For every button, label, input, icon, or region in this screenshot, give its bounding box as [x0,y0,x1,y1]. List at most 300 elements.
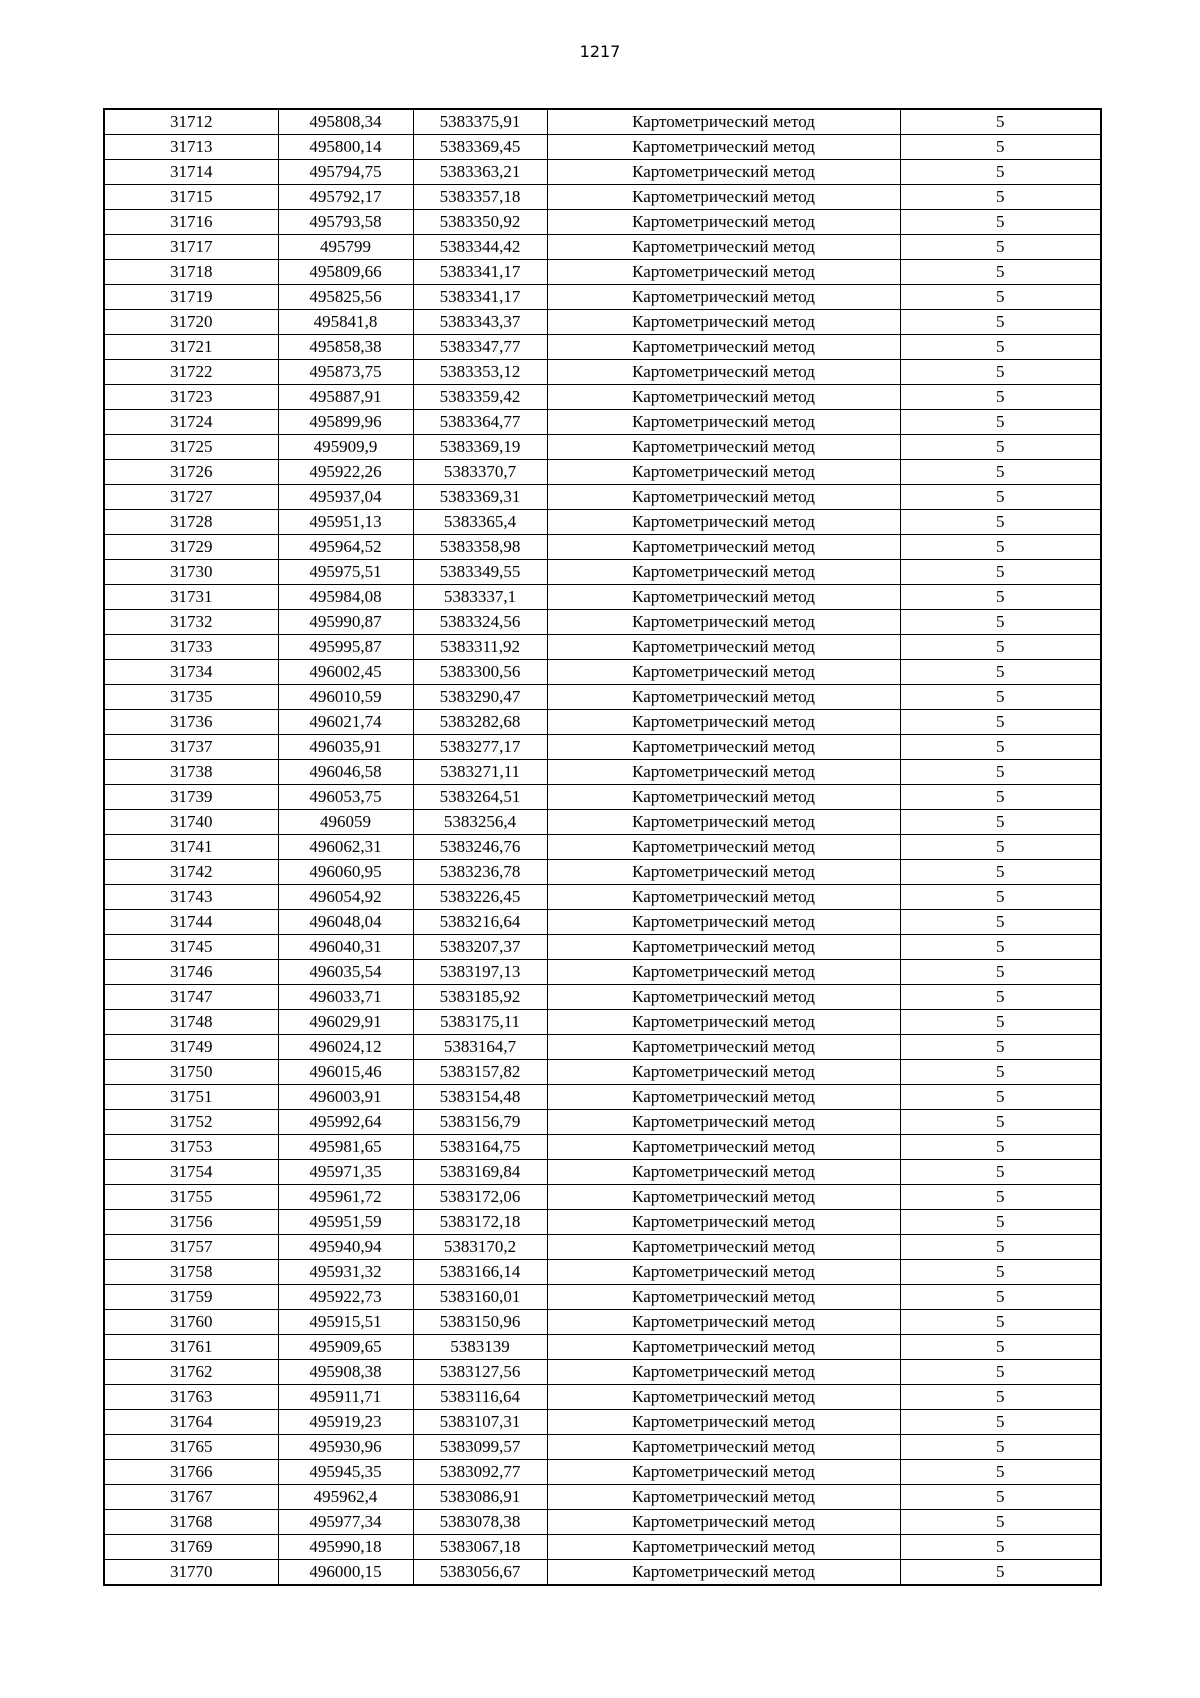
point-number-cell: 31727 [104,485,278,510]
x-coordinate-cell: 495909,65 [278,1335,413,1360]
accuracy-cell: 5 [900,1360,1101,1385]
table-row [104,510,1101,535]
accuracy-cell: 5 [900,635,1101,660]
method-cell: Картометрический метод [547,960,900,985]
method-cell: Картометрический метод [547,1385,900,1410]
coordinates-table [103,108,1102,1586]
table-row [104,1085,1101,1110]
method-cell: Картометрический метод [547,485,900,510]
method-cell: Картометрический метод [547,1160,900,1185]
accuracy-cell: 5 [900,1235,1101,1260]
table-row [104,1010,1101,1035]
point-number-cell: 31743 [104,885,278,910]
x-coordinate-cell: 495981,65 [278,1135,413,1160]
y-coordinate-cell: 5383099,57 [413,1435,547,1460]
accuracy-cell: 5 [900,910,1101,935]
table-row [104,1185,1101,1210]
point-number-cell: 31767 [104,1485,278,1510]
y-coordinate-cell: 5383256,4 [413,810,547,835]
y-coordinate-cell: 5383277,17 [413,735,547,760]
point-number-cell: 31728 [104,510,278,535]
x-coordinate-cell: 495799 [278,235,413,260]
accuracy-cell: 5 [900,785,1101,810]
method-cell: Картометрический метод [547,1035,900,1060]
x-coordinate-cell: 496003,91 [278,1085,413,1110]
method-cell: Картометрический метод [547,885,900,910]
x-coordinate-cell: 496040,31 [278,935,413,960]
accuracy-cell: 5 [900,360,1101,385]
x-coordinate-cell: 496002,45 [278,660,413,685]
accuracy-cell: 5 [900,1135,1101,1160]
accuracy-cell: 5 [900,1335,1101,1360]
method-cell: Картометрический метод [547,410,900,435]
point-number-cell: 31739 [104,785,278,810]
point-number-cell: 31736 [104,710,278,735]
table-row [104,385,1101,410]
y-coordinate-cell: 5383370,7 [413,460,547,485]
x-coordinate-cell: 496060,95 [278,860,413,885]
x-coordinate-cell: 496021,74 [278,710,413,735]
x-coordinate-cell: 495975,51 [278,560,413,585]
accuracy-cell: 5 [900,210,1101,235]
x-coordinate-cell: 495825,56 [278,285,413,310]
method-cell: Картометрический метод [547,1460,900,1485]
y-coordinate-cell: 5383226,45 [413,885,547,910]
y-coordinate-cell: 5383271,11 [413,760,547,785]
accuracy-cell: 5 [900,1010,1101,1035]
x-coordinate-cell: 495915,51 [278,1310,413,1335]
accuracy-cell: 5 [900,1510,1101,1535]
y-coordinate-cell: 5383157,82 [413,1060,547,1085]
point-number-cell: 31715 [104,185,278,210]
x-coordinate-cell: 495800,14 [278,135,413,160]
table-row [104,1260,1101,1285]
y-coordinate-cell: 5383369,31 [413,485,547,510]
table-row [104,785,1101,810]
method-cell: Картометрический метод [547,1560,900,1586]
accuracy-cell: 5 [900,235,1101,260]
table-row [104,1535,1101,1560]
point-number-cell: 31749 [104,1035,278,1060]
x-coordinate-cell: 495793,58 [278,210,413,235]
accuracy-cell: 5 [900,1485,1101,1510]
table-row [104,985,1101,1010]
table-row [104,1235,1101,1260]
x-coordinate-cell: 495940,94 [278,1235,413,1260]
method-cell: Картометрический метод [547,360,900,385]
accuracy-cell: 5 [900,835,1101,860]
y-coordinate-cell: 5383092,77 [413,1460,547,1485]
accuracy-cell: 5 [900,1385,1101,1410]
accuracy-cell: 5 [900,1560,1101,1586]
point-number-cell: 31719 [104,285,278,310]
x-coordinate-cell: 495792,17 [278,185,413,210]
y-coordinate-cell: 5383172,18 [413,1210,547,1235]
x-coordinate-cell: 495990,87 [278,610,413,635]
accuracy-cell: 5 [900,310,1101,335]
table-row [104,685,1101,710]
x-coordinate-cell: 496035,54 [278,960,413,985]
y-coordinate-cell: 5383353,12 [413,360,547,385]
y-coordinate-cell: 5383350,92 [413,210,547,235]
point-number-cell: 31741 [104,835,278,860]
accuracy-cell: 5 [900,1260,1101,1285]
table-row [104,535,1101,560]
accuracy-cell: 5 [900,1160,1101,1185]
y-coordinate-cell: 5383116,64 [413,1385,547,1410]
point-number-cell: 31763 [104,1385,278,1410]
accuracy-cell: 5 [900,410,1101,435]
method-cell: Картометрический метод [547,160,900,185]
y-coordinate-cell: 5383246,76 [413,835,547,860]
table-row [104,285,1101,310]
method-cell: Картометрический метод [547,185,900,210]
table-row [104,485,1101,510]
x-coordinate-cell: 495922,73 [278,1285,413,1310]
x-coordinate-cell: 495858,38 [278,335,413,360]
table-row [104,1160,1101,1185]
method-cell: Картометрический метод [547,1185,900,1210]
accuracy-cell: 5 [900,885,1101,910]
accuracy-cell: 5 [900,760,1101,785]
y-coordinate-cell: 5383197,13 [413,960,547,985]
method-cell: Картометрический метод [547,1510,900,1535]
y-coordinate-cell: 5383150,96 [413,1310,547,1335]
y-coordinate-cell: 5383139 [413,1335,547,1360]
method-cell: Картометрический метод [547,535,900,560]
y-coordinate-cell: 5383363,21 [413,160,547,185]
x-coordinate-cell: 495911,71 [278,1385,413,1410]
point-number-cell: 31713 [104,135,278,160]
method-cell: Картометрический метод [547,910,900,935]
y-coordinate-cell: 5383364,77 [413,410,547,435]
y-coordinate-cell: 5383127,56 [413,1360,547,1385]
y-coordinate-cell: 5383358,98 [413,535,547,560]
table-row [104,960,1101,985]
x-coordinate-cell: 495909,9 [278,435,413,460]
x-coordinate-cell: 496000,15 [278,1560,413,1586]
y-coordinate-cell: 5383170,2 [413,1235,547,1260]
accuracy-cell: 5 [900,335,1101,360]
table-row [104,1460,1101,1485]
point-number-cell: 31747 [104,985,278,1010]
x-coordinate-cell: 495809,66 [278,260,413,285]
method-cell: Картометрический метод [547,760,900,785]
accuracy-cell: 5 [900,160,1101,185]
accuracy-cell: 5 [900,710,1101,735]
y-coordinate-cell: 5383365,4 [413,510,547,535]
method-cell: Картометрический метод [547,860,900,885]
point-number-cell: 31723 [104,385,278,410]
table-row [104,185,1101,210]
accuracy-cell: 5 [900,1085,1101,1110]
x-coordinate-cell: 495919,23 [278,1410,413,1435]
table-row [104,1560,1101,1586]
point-number-cell: 31744 [104,910,278,935]
method-cell: Картометрический метод [547,785,900,810]
x-coordinate-cell: 495930,96 [278,1435,413,1460]
table-row [104,109,1101,135]
table-row [104,1435,1101,1460]
method-cell: Картометрический метод [547,1285,900,1310]
y-coordinate-cell: 5383349,55 [413,560,547,585]
table-row [104,860,1101,885]
accuracy-cell: 5 [900,860,1101,885]
table-row [104,635,1101,660]
table-row [104,1335,1101,1360]
method-cell: Картометрический метод [547,935,900,960]
table-row [104,435,1101,460]
y-coordinate-cell: 5383067,18 [413,1535,547,1560]
x-coordinate-cell: 495945,35 [278,1460,413,1485]
x-coordinate-cell: 495808,34 [278,109,413,135]
y-coordinate-cell: 5383175,11 [413,1010,547,1035]
method-cell: Картометрический метод [547,460,900,485]
x-coordinate-cell: 495964,52 [278,535,413,560]
x-coordinate-cell: 495931,32 [278,1260,413,1285]
method-cell: Картометрический метод [547,1085,900,1110]
table-row [104,1485,1101,1510]
accuracy-cell: 5 [900,1535,1101,1560]
y-coordinate-cell: 5383369,19 [413,435,547,460]
x-coordinate-cell: 495887,91 [278,385,413,410]
accuracy-cell: 5 [900,960,1101,985]
table-row [104,735,1101,760]
table-row [104,160,1101,185]
y-coordinate-cell: 5383343,37 [413,310,547,335]
y-coordinate-cell: 5383216,64 [413,910,547,935]
table-row [104,610,1101,635]
y-coordinate-cell: 5383236,78 [413,860,547,885]
y-coordinate-cell: 5383357,18 [413,185,547,210]
point-number-cell: 31732 [104,610,278,635]
method-cell: Картометрический метод [547,285,900,310]
x-coordinate-cell: 496062,31 [278,835,413,860]
point-number-cell: 31758 [104,1260,278,1285]
accuracy-cell: 5 [900,1460,1101,1485]
table-row [104,660,1101,685]
y-coordinate-cell: 5383311,92 [413,635,547,660]
x-coordinate-cell: 495995,87 [278,635,413,660]
method-cell: Картометрический метод [547,260,900,285]
point-number-cell: 31737 [104,735,278,760]
y-coordinate-cell: 5383324,56 [413,610,547,635]
table-row [104,310,1101,335]
point-number-cell: 31769 [104,1535,278,1560]
table-row [104,1110,1101,1135]
method-cell: Картометрический метод [547,635,900,660]
point-number-cell: 31761 [104,1335,278,1360]
x-coordinate-cell: 496035,91 [278,735,413,760]
table-row [104,1060,1101,1085]
x-coordinate-cell: 495962,4 [278,1485,413,1510]
method-cell: Картометрический метод [547,1110,900,1135]
method-cell: Картометрический метод [547,835,900,860]
y-coordinate-cell: 5383341,17 [413,285,547,310]
y-coordinate-cell: 5383107,31 [413,1410,547,1435]
accuracy-cell: 5 [900,510,1101,535]
method-cell: Картометрический метод [547,335,900,360]
accuracy-cell: 5 [900,585,1101,610]
method-cell: Картометрический метод [547,810,900,835]
x-coordinate-cell: 496029,91 [278,1010,413,1035]
point-number-cell: 31714 [104,160,278,185]
point-number-cell: 31756 [104,1210,278,1235]
method-cell: Картометрический метод [547,1210,900,1235]
point-number-cell: 31722 [104,360,278,385]
y-coordinate-cell: 5383154,48 [413,1085,547,1110]
table-row [104,1410,1101,1435]
method-cell: Картометрический метод [547,1010,900,1035]
table-row [104,835,1101,860]
method-cell: Картометрический метод [547,1135,900,1160]
table-row [104,560,1101,585]
accuracy-cell: 5 [900,109,1101,135]
table-row [104,1385,1101,1410]
point-number-cell: 31765 [104,1435,278,1460]
point-number-cell: 31746 [104,960,278,985]
method-cell: Картометрический метод [547,1535,900,1560]
x-coordinate-cell: 495841,8 [278,310,413,335]
table-row [104,935,1101,960]
x-coordinate-cell: 495992,64 [278,1110,413,1135]
table-row [104,1285,1101,1310]
accuracy-cell: 5 [900,435,1101,460]
accuracy-cell: 5 [900,985,1101,1010]
method-cell: Картометрический метод [547,660,900,685]
point-number-cell: 31731 [104,585,278,610]
point-number-cell: 31721 [104,335,278,360]
y-coordinate-cell: 5383166,14 [413,1260,547,1285]
x-coordinate-cell: 495794,75 [278,160,413,185]
method-cell: Картометрический метод [547,1485,900,1510]
point-number-cell: 31753 [104,1135,278,1160]
accuracy-cell: 5 [900,1435,1101,1460]
accuracy-cell: 5 [900,660,1101,685]
point-number-cell: 31718 [104,260,278,285]
x-coordinate-cell: 495951,13 [278,510,413,535]
method-cell: Картометрический метод [547,610,900,635]
point-number-cell: 31740 [104,810,278,835]
method-cell: Картометрический метод [547,1410,900,1435]
y-coordinate-cell: 5383164,75 [413,1135,547,1160]
point-number-cell: 31766 [104,1460,278,1485]
table-row [104,335,1101,360]
accuracy-cell: 5 [900,1410,1101,1435]
accuracy-cell: 5 [900,485,1101,510]
method-cell: Картометрический метод [547,1260,900,1285]
table-row [104,1210,1101,1235]
point-number-cell: 31757 [104,1235,278,1260]
table-row [104,360,1101,385]
y-coordinate-cell: 5383344,42 [413,235,547,260]
accuracy-cell: 5 [900,1185,1101,1210]
method-cell: Картометрический метод [547,560,900,585]
method-cell: Картометрический метод [547,385,900,410]
table-row [104,235,1101,260]
y-coordinate-cell: 5383337,1 [413,585,547,610]
point-number-cell: 31750 [104,1060,278,1085]
x-coordinate-cell: 495977,34 [278,1510,413,1535]
x-coordinate-cell: 496054,92 [278,885,413,910]
table-row [104,1035,1101,1060]
accuracy-cell: 5 [900,935,1101,960]
table-row [104,810,1101,835]
x-coordinate-cell: 495971,35 [278,1160,413,1185]
method-cell: Картометрический метод [547,985,900,1010]
table-row [104,910,1101,935]
point-number-cell: 31742 [104,860,278,885]
x-coordinate-cell: 496046,58 [278,760,413,785]
method-cell: Картометрический метод [547,1235,900,1260]
point-number-cell: 31717 [104,235,278,260]
point-number-cell: 31752 [104,1110,278,1135]
accuracy-cell: 5 [900,1285,1101,1310]
method-cell: Картометрический метод [547,435,900,460]
accuracy-cell: 5 [900,810,1101,835]
point-number-cell: 31745 [104,935,278,960]
x-coordinate-cell: 495873,75 [278,360,413,385]
table-row [104,210,1101,235]
method-cell: Картометрический метод [547,710,900,735]
point-number-cell: 31712 [104,109,278,135]
table-row [104,1510,1101,1535]
method-cell: Картометрический метод [547,585,900,610]
x-coordinate-cell: 495908,38 [278,1360,413,1385]
table-row [104,760,1101,785]
accuracy-cell: 5 [900,1060,1101,1085]
accuracy-cell: 5 [900,735,1101,760]
accuracy-cell: 5 [900,135,1101,160]
x-coordinate-cell: 496024,12 [278,1035,413,1060]
accuracy-cell: 5 [900,560,1101,585]
accuracy-cell: 5 [900,1310,1101,1335]
x-coordinate-cell: 496053,75 [278,785,413,810]
y-coordinate-cell: 5383156,79 [413,1110,547,1135]
x-coordinate-cell: 495990,18 [278,1535,413,1560]
table-row [104,410,1101,435]
point-number-cell: 31768 [104,1510,278,1535]
table-row [104,460,1101,485]
point-number-cell: 31735 [104,685,278,710]
point-number-cell: 31738 [104,760,278,785]
y-coordinate-cell: 5383185,92 [413,985,547,1010]
accuracy-cell: 5 [900,610,1101,635]
accuracy-cell: 5 [900,1110,1101,1135]
y-coordinate-cell: 5383347,77 [413,335,547,360]
accuracy-cell: 5 [900,285,1101,310]
method-cell: Картометрический метод [547,1335,900,1360]
y-coordinate-cell: 5383164,7 [413,1035,547,1060]
table-row [104,1360,1101,1385]
method-cell: Картометрический метод [547,1435,900,1460]
point-number-cell: 31770 [104,1560,278,1586]
y-coordinate-cell: 5383078,38 [413,1510,547,1535]
x-coordinate-cell: 495984,08 [278,585,413,610]
page-number: 1217 [579,42,621,61]
table-row [104,585,1101,610]
method-cell: Картометрический метод [547,310,900,335]
y-coordinate-cell: 5383056,67 [413,1560,547,1586]
table-row [104,885,1101,910]
x-coordinate-cell: 495937,04 [278,485,413,510]
y-coordinate-cell: 5383160,01 [413,1285,547,1310]
accuracy-cell: 5 [900,460,1101,485]
table-row [104,710,1101,735]
y-coordinate-cell: 5383172,06 [413,1185,547,1210]
method-cell: Картометрический метод [547,1310,900,1335]
table-row [104,260,1101,285]
